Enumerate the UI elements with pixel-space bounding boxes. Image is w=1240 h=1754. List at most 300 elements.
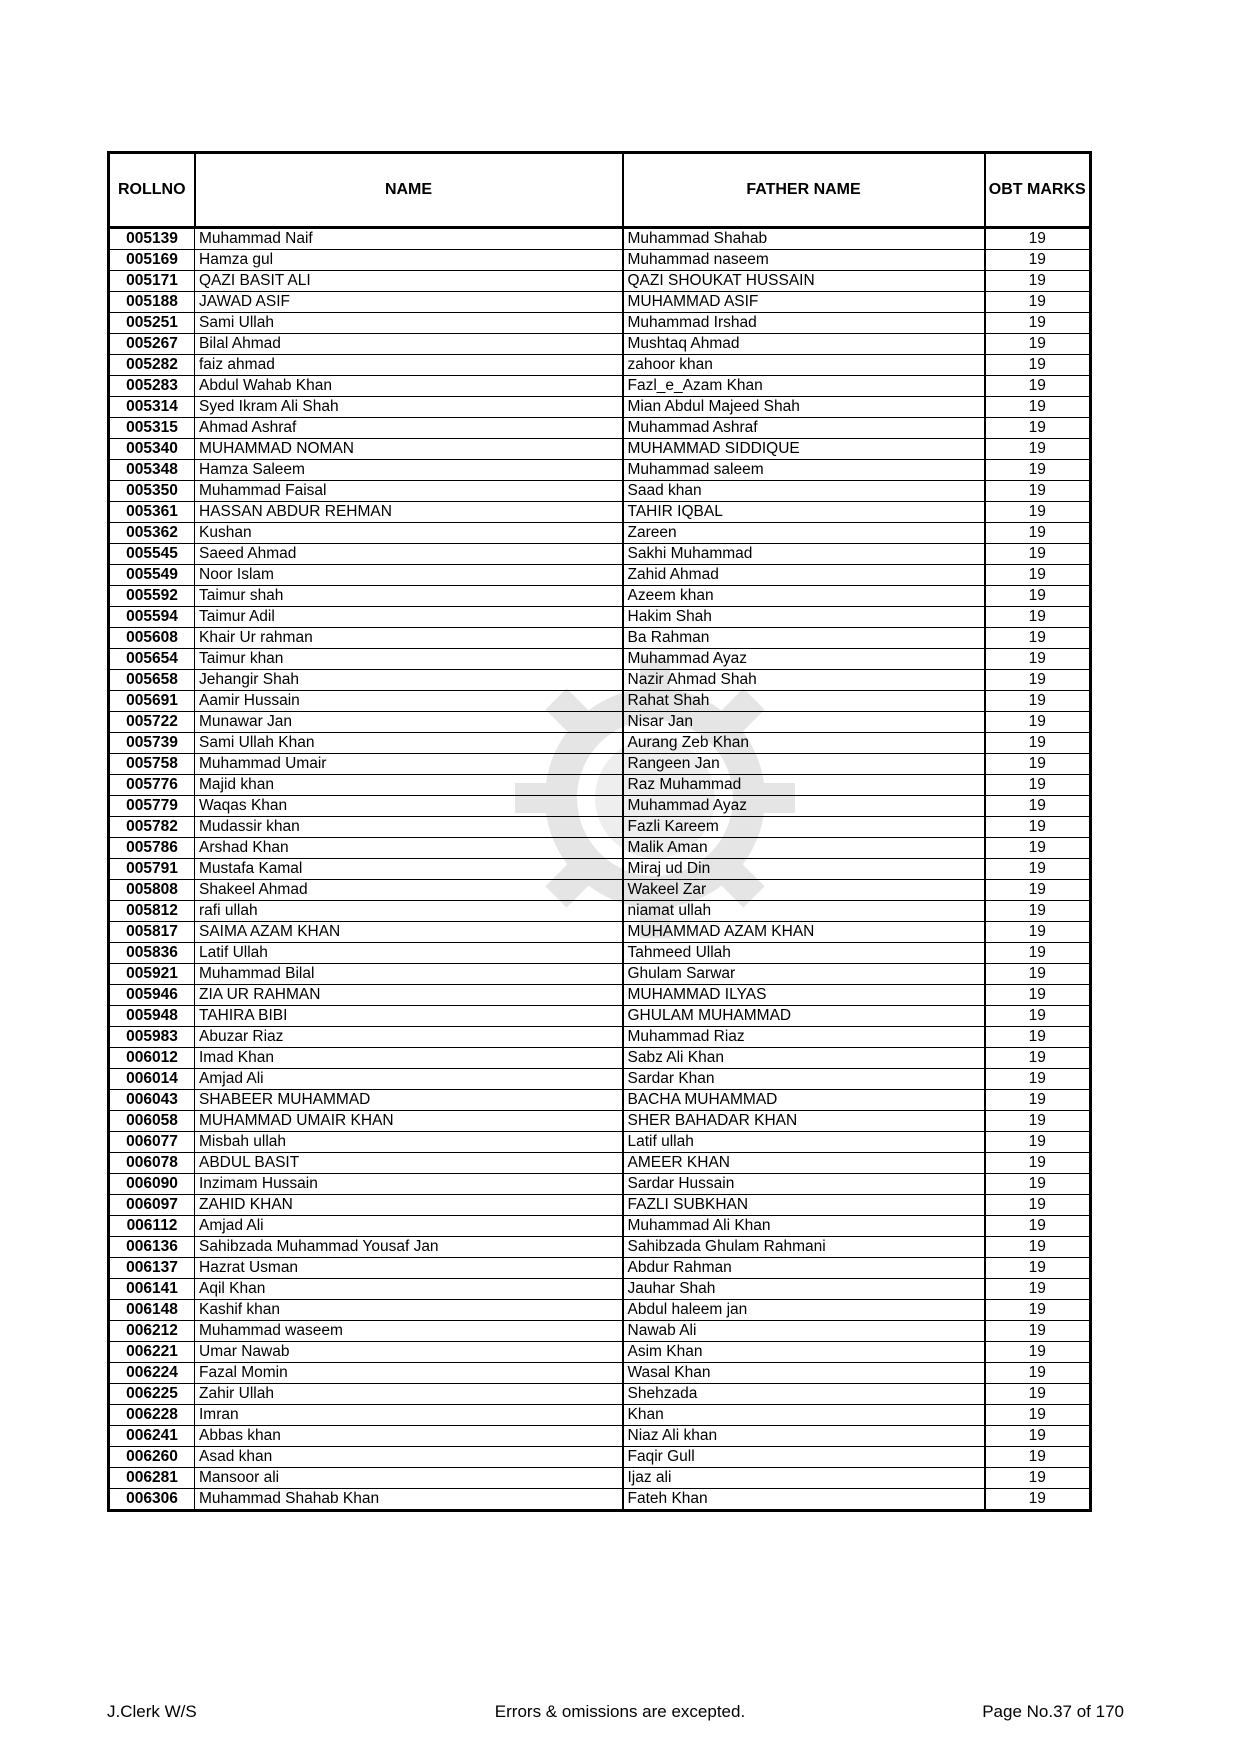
cell-obt-marks: 19 bbox=[985, 1258, 1091, 1279]
cell-name: Umar Nawab bbox=[195, 1342, 623, 1363]
cell-rollno: 005758 bbox=[109, 754, 195, 775]
cell-obt-marks: 19 bbox=[985, 271, 1091, 292]
cell-name: Taimur khan bbox=[195, 649, 623, 670]
cell-rollno: 005808 bbox=[109, 880, 195, 901]
cell-name: ABDUL BASIT bbox=[195, 1153, 623, 1174]
cell-rollno: 006137 bbox=[109, 1258, 195, 1279]
cell-name: Noor Islam bbox=[195, 565, 623, 586]
cell-obt-marks: 19 bbox=[985, 376, 1091, 397]
table-row bbox=[109, 1006, 1091, 1027]
cell-rollno: 005946 bbox=[109, 985, 195, 1006]
cell-obt-marks: 19 bbox=[985, 1300, 1091, 1321]
cell-father-name: Nazir Ahmad Shah bbox=[623, 670, 985, 691]
cell-father-name: Sakhi Muhammad bbox=[623, 544, 985, 565]
cell-name: MUHAMMAD NOMAN bbox=[195, 439, 623, 460]
cell-rollno: 005594 bbox=[109, 607, 195, 628]
cell-obt-marks: 19 bbox=[985, 670, 1091, 691]
cell-name: Ahmad Ashraf bbox=[195, 418, 623, 439]
table-row bbox=[109, 1321, 1091, 1342]
cell-rollno: 005314 bbox=[109, 397, 195, 418]
cell-obt-marks: 19 bbox=[985, 313, 1091, 334]
cell-name: Asad khan bbox=[195, 1447, 623, 1468]
cell-obt-marks: 19 bbox=[985, 712, 1091, 733]
cell-name: Muhammad Umair bbox=[195, 754, 623, 775]
cell-rollno: 005592 bbox=[109, 586, 195, 607]
cell-name: rafi ullah bbox=[195, 901, 623, 922]
cell-obt-marks: 19 bbox=[985, 859, 1091, 880]
cell-name: Shakeel Ahmad bbox=[195, 880, 623, 901]
cell-father-name: Muhammad Ashraf bbox=[623, 418, 985, 439]
cell-rollno: 005817 bbox=[109, 922, 195, 943]
table-row bbox=[109, 1363, 1091, 1384]
cell-name: JAWAD ASIF bbox=[195, 292, 623, 313]
table-row bbox=[109, 1090, 1091, 1111]
cell-rollno: 005171 bbox=[109, 271, 195, 292]
cell-rollno: 005691 bbox=[109, 691, 195, 712]
table-row bbox=[109, 1027, 1091, 1048]
cell-rollno: 006090 bbox=[109, 1174, 195, 1195]
cell-rollno: 006260 bbox=[109, 1447, 195, 1468]
cell-father-name: Rangeen Jan bbox=[623, 754, 985, 775]
table-row bbox=[109, 355, 1091, 376]
cell-father-name: TAHIR IQBAL bbox=[623, 502, 985, 523]
cell-rollno: 005948 bbox=[109, 1006, 195, 1027]
cell-obt-marks: 19 bbox=[985, 1027, 1091, 1048]
cell-rollno: 006212 bbox=[109, 1321, 195, 1342]
cell-name: Aamir Hussain bbox=[195, 691, 623, 712]
cell-name: Aqil Khan bbox=[195, 1279, 623, 1300]
cell-father-name: Zareen bbox=[623, 523, 985, 544]
cell-rollno: 005549 bbox=[109, 565, 195, 586]
cell-obt-marks: 19 bbox=[985, 1447, 1091, 1468]
cell-father-name: Sabz Ali Khan bbox=[623, 1048, 985, 1069]
table-row bbox=[109, 1384, 1091, 1405]
cell-obt-marks: 19 bbox=[985, 628, 1091, 649]
cell-father-name: Muhammad naseem bbox=[623, 250, 985, 271]
cell-obt-marks: 19 bbox=[985, 817, 1091, 838]
table-row bbox=[109, 670, 1091, 691]
table-row bbox=[109, 1258, 1091, 1279]
table-row bbox=[109, 901, 1091, 922]
cell-obt-marks: 19 bbox=[985, 733, 1091, 754]
cell-name: Amjad Ali bbox=[195, 1216, 623, 1237]
cell-obt-marks: 19 bbox=[985, 1195, 1091, 1216]
cell-name: HASSAN ABDUR REHMAN bbox=[195, 502, 623, 523]
table-row bbox=[109, 838, 1091, 859]
cell-name: Imran bbox=[195, 1405, 623, 1426]
cell-obt-marks: 19 bbox=[985, 1321, 1091, 1342]
cell-obt-marks: 19 bbox=[985, 1384, 1091, 1405]
cell-obt-marks: 19 bbox=[985, 607, 1091, 628]
cell-obt-marks: 19 bbox=[985, 649, 1091, 670]
cell-father-name: Asim Khan bbox=[623, 1342, 985, 1363]
cell-name: Kashif khan bbox=[195, 1300, 623, 1321]
cell-rollno: 005350 bbox=[109, 481, 195, 502]
cell-father-name: Ba Rahman bbox=[623, 628, 985, 649]
cell-rollno: 005779 bbox=[109, 796, 195, 817]
cell-rollno: 005340 bbox=[109, 439, 195, 460]
cell-name: QAZI BASIT ALI bbox=[195, 271, 623, 292]
table-row bbox=[109, 1468, 1091, 1489]
table-row bbox=[109, 313, 1091, 334]
cell-obt-marks: 19 bbox=[985, 228, 1091, 250]
cell-obt-marks: 19 bbox=[985, 754, 1091, 775]
cell-father-name: SHER BAHADAR KHAN bbox=[623, 1111, 985, 1132]
table-row bbox=[109, 607, 1091, 628]
cell-obt-marks: 19 bbox=[985, 544, 1091, 565]
cell-father-name: Ijaz ali bbox=[623, 1468, 985, 1489]
cell-obt-marks: 19 bbox=[985, 880, 1091, 901]
cell-name: Mansoor ali bbox=[195, 1468, 623, 1489]
cell-obt-marks: 19 bbox=[985, 292, 1091, 313]
cell-father-name: Zahid Ahmad bbox=[623, 565, 985, 586]
cell-father-name: Tahmeed Ullah bbox=[623, 943, 985, 964]
cell-obt-marks: 19 bbox=[985, 1174, 1091, 1195]
cell-rollno: 005786 bbox=[109, 838, 195, 859]
cell-obt-marks: 19 bbox=[985, 439, 1091, 460]
cell-name: Latif Ullah bbox=[195, 943, 623, 964]
cell-obt-marks: 19 bbox=[985, 250, 1091, 271]
table-row bbox=[109, 880, 1091, 901]
cell-name: Khair Ur rahman bbox=[195, 628, 623, 649]
cell-rollno: 006148 bbox=[109, 1300, 195, 1321]
cell-obt-marks: 19 bbox=[985, 838, 1091, 859]
cell-rollno: 006241 bbox=[109, 1426, 195, 1447]
table-row bbox=[109, 1342, 1091, 1363]
cell-rollno: 005315 bbox=[109, 418, 195, 439]
table-body bbox=[109, 228, 1091, 1511]
cell-father-name: Muhammad saleem bbox=[623, 460, 985, 481]
table-header-row bbox=[109, 153, 1091, 228]
cell-rollno: 006077 bbox=[109, 1132, 195, 1153]
cell-obt-marks: 19 bbox=[985, 1132, 1091, 1153]
table-row bbox=[109, 1237, 1091, 1258]
cell-father-name: Mian Abdul Majeed Shah bbox=[623, 397, 985, 418]
cell-father-name: Faqir Gull bbox=[623, 1447, 985, 1468]
cell-rollno: 005283 bbox=[109, 376, 195, 397]
cell-obt-marks: 19 bbox=[985, 460, 1091, 481]
cell-obt-marks: 19 bbox=[985, 1363, 1091, 1384]
table-row bbox=[109, 943, 1091, 964]
table-row bbox=[109, 775, 1091, 796]
cell-name: Kushan bbox=[195, 523, 623, 544]
cell-rollno: 006112 bbox=[109, 1216, 195, 1237]
table-row bbox=[109, 628, 1091, 649]
cell-father-name: Raz Muhammad bbox=[623, 775, 985, 796]
cell-rollno: 005739 bbox=[109, 733, 195, 754]
table-row bbox=[109, 523, 1091, 544]
cell-obt-marks: 19 bbox=[985, 943, 1091, 964]
cell-father-name: Mushtaq Ahmad bbox=[623, 334, 985, 355]
table-row bbox=[109, 1300, 1091, 1321]
cell-rollno: 006221 bbox=[109, 1342, 195, 1363]
cell-name: Bilal Ahmad bbox=[195, 334, 623, 355]
cell-obt-marks: 19 bbox=[985, 1426, 1091, 1447]
table-row bbox=[109, 544, 1091, 565]
cell-rollno: 006225 bbox=[109, 1384, 195, 1405]
cell-obt-marks: 19 bbox=[985, 775, 1091, 796]
table-row bbox=[109, 565, 1091, 586]
cell-father-name: Azeem khan bbox=[623, 586, 985, 607]
cell-father-name: GHULAM MUHAMMAD bbox=[623, 1006, 985, 1027]
cell-father-name: Abdul haleem jan bbox=[623, 1300, 985, 1321]
cell-father-name: Latif ullah bbox=[623, 1132, 985, 1153]
table-row bbox=[109, 1195, 1091, 1216]
cell-rollno: 005188 bbox=[109, 292, 195, 313]
cell-rollno: 006136 bbox=[109, 1237, 195, 1258]
cell-name: Syed Ikram Ali Shah bbox=[195, 397, 623, 418]
cell-name: MUHAMMAD UMAIR KHAN bbox=[195, 1111, 623, 1132]
table-row bbox=[109, 460, 1091, 481]
table-row bbox=[109, 1048, 1091, 1069]
cell-father-name: Sardar Hussain bbox=[623, 1174, 985, 1195]
cell-name: Saeed Ahmad bbox=[195, 544, 623, 565]
cell-father-name: Abdur Rahman bbox=[623, 1258, 985, 1279]
cell-obt-marks: 19 bbox=[985, 1237, 1091, 1258]
cell-father-name: MUHAMMAD ASIF bbox=[623, 292, 985, 313]
cell-father-name: Ghulam Sarwar bbox=[623, 964, 985, 985]
cell-obt-marks: 19 bbox=[985, 397, 1091, 418]
table-row bbox=[109, 481, 1091, 502]
cell-name: Sahibzada Muhammad Yousaf Jan bbox=[195, 1237, 623, 1258]
cell-father-name: Rahat Shah bbox=[623, 691, 985, 712]
cell-rollno: 006058 bbox=[109, 1111, 195, 1132]
table-row bbox=[109, 712, 1091, 733]
table-row bbox=[109, 796, 1091, 817]
table-row bbox=[109, 1489, 1091, 1511]
cell-rollno: 005776 bbox=[109, 775, 195, 796]
cell-name: Sami Ullah Khan bbox=[195, 733, 623, 754]
footer-clerk: J.Clerk W/S bbox=[107, 1702, 197, 1721]
cell-name: Misbah ullah bbox=[195, 1132, 623, 1153]
cell-obt-marks: 19 bbox=[985, 985, 1091, 1006]
cell-obt-marks: 19 bbox=[985, 1069, 1091, 1090]
table-row bbox=[109, 1132, 1091, 1153]
cell-name: ZIA UR RAHMAN bbox=[195, 985, 623, 1006]
cell-obt-marks: 19 bbox=[985, 922, 1091, 943]
cell-rollno: 006281 bbox=[109, 1468, 195, 1489]
cell-name: Hamza Saleem bbox=[195, 460, 623, 481]
table-row bbox=[109, 985, 1091, 1006]
cell-rollno: 005658 bbox=[109, 670, 195, 691]
cell-name: Abbas khan bbox=[195, 1426, 623, 1447]
cell-obt-marks: 19 bbox=[985, 502, 1091, 523]
table-row bbox=[109, 1174, 1091, 1195]
cell-name: Abdul Wahab Khan bbox=[195, 376, 623, 397]
cell-father-name: MUHAMMAD SIDDIQUE bbox=[623, 439, 985, 460]
table-row bbox=[109, 691, 1091, 712]
table-row bbox=[109, 586, 1091, 607]
cell-obt-marks: 19 bbox=[985, 1468, 1091, 1489]
cell-father-name: Aurang Zeb Khan bbox=[623, 733, 985, 754]
cell-name: Jehangir Shah bbox=[195, 670, 623, 691]
cell-obt-marks: 19 bbox=[985, 796, 1091, 817]
table-row bbox=[109, 439, 1091, 460]
cell-name: Abuzar Riaz bbox=[195, 1027, 623, 1048]
cell-father-name: Fazl_e_Azam Khan bbox=[623, 376, 985, 397]
cell-father-name: Muhammad Irshad bbox=[623, 313, 985, 334]
table-row bbox=[109, 1405, 1091, 1426]
cell-father-name: Nisar Jan bbox=[623, 712, 985, 733]
cell-name: Muhammad Naif bbox=[195, 228, 623, 250]
cell-obt-marks: 19 bbox=[985, 523, 1091, 544]
cell-obt-marks: 19 bbox=[985, 1153, 1091, 1174]
cell-obt-marks: 19 bbox=[985, 334, 1091, 355]
cell-rollno: 005791 bbox=[109, 859, 195, 880]
cell-father-name: FAZLI SUBKHAN bbox=[623, 1195, 985, 1216]
cell-obt-marks: 19 bbox=[985, 964, 1091, 985]
cell-obt-marks: 19 bbox=[985, 418, 1091, 439]
table-row bbox=[109, 376, 1091, 397]
cell-obt-marks: 19 bbox=[985, 355, 1091, 376]
cell-obt-marks: 19 bbox=[985, 1006, 1091, 1027]
cell-obt-marks: 19 bbox=[985, 1489, 1091, 1511]
table-row bbox=[109, 292, 1091, 313]
header-obt-marks: OBT MARKS bbox=[985, 153, 1091, 228]
cell-rollno: 006306 bbox=[109, 1489, 195, 1511]
cell-obt-marks: 19 bbox=[985, 1111, 1091, 1132]
cell-father-name: Khan bbox=[623, 1405, 985, 1426]
cell-father-name: AMEER KHAN bbox=[623, 1153, 985, 1174]
cell-obt-marks: 19 bbox=[985, 1090, 1091, 1111]
table-row bbox=[109, 418, 1091, 439]
cell-rollno: 005361 bbox=[109, 502, 195, 523]
table-row bbox=[109, 502, 1091, 523]
cell-name: Hazrat Usman bbox=[195, 1258, 623, 1279]
cell-obt-marks: 19 bbox=[985, 1342, 1091, 1363]
cell-name: Zahir Ullah bbox=[195, 1384, 623, 1405]
table-row bbox=[109, 250, 1091, 271]
cell-name: Mudassir khan bbox=[195, 817, 623, 838]
cell-rollno: 005722 bbox=[109, 712, 195, 733]
cell-name: Waqas Khan bbox=[195, 796, 623, 817]
cell-rollno: 005362 bbox=[109, 523, 195, 544]
cell-father-name: Sardar Khan bbox=[623, 1069, 985, 1090]
table-row bbox=[109, 922, 1091, 943]
cell-rollno: 006012 bbox=[109, 1048, 195, 1069]
cell-obt-marks: 19 bbox=[985, 901, 1091, 922]
cell-obt-marks: 19 bbox=[985, 481, 1091, 502]
cell-father-name: Fazli Kareem bbox=[623, 817, 985, 838]
cell-name: SHABEER MUHAMMAD bbox=[195, 1090, 623, 1111]
cell-father-name: Miraj ud Din bbox=[623, 859, 985, 880]
cell-father-name: MUHAMMAD ILYAS bbox=[623, 985, 985, 1006]
cell-name: Arshad Khan bbox=[195, 838, 623, 859]
cell-name: Taimur shah bbox=[195, 586, 623, 607]
cell-name: Mustafa Kamal bbox=[195, 859, 623, 880]
cell-name: faiz ahmad bbox=[195, 355, 623, 376]
cell-name: Muhammad waseem bbox=[195, 1321, 623, 1342]
table-row bbox=[109, 859, 1091, 880]
cell-rollno: 005836 bbox=[109, 943, 195, 964]
cell-father-name: QAZI SHOUKAT HUSSAIN bbox=[623, 271, 985, 292]
cell-obt-marks: 19 bbox=[985, 1216, 1091, 1237]
cell-father-name: Sahibzada Ghulam Rahmani bbox=[623, 1237, 985, 1258]
cell-obt-marks: 19 bbox=[985, 565, 1091, 586]
cell-name: Inzimam Hussain bbox=[195, 1174, 623, 1195]
cell-rollno: 005921 bbox=[109, 964, 195, 985]
cell-name: Muhammad Bilal bbox=[195, 964, 623, 985]
cell-father-name: Muhammad Ayaz bbox=[623, 796, 985, 817]
cell-name: Muhammad Shahab Khan bbox=[195, 1489, 623, 1511]
cell-name: ZAHID KHAN bbox=[195, 1195, 623, 1216]
table-row bbox=[109, 754, 1091, 775]
cell-rollno: 006078 bbox=[109, 1153, 195, 1174]
cell-rollno: 005545 bbox=[109, 544, 195, 565]
table-row bbox=[109, 1426, 1091, 1447]
cell-father-name: Wakeel Zar bbox=[623, 880, 985, 901]
cell-name: Hamza gul bbox=[195, 250, 623, 271]
cell-rollno: 006014 bbox=[109, 1069, 195, 1090]
cell-rollno: 006228 bbox=[109, 1405, 195, 1426]
cell-obt-marks: 19 bbox=[985, 1048, 1091, 1069]
cell-father-name: Muhammad Riaz bbox=[623, 1027, 985, 1048]
cell-name: SAIMA AZAM KHAN bbox=[195, 922, 623, 943]
cell-rollno: 006097 bbox=[109, 1195, 195, 1216]
table-row bbox=[109, 334, 1091, 355]
cell-father-name: Niaz Ali khan bbox=[623, 1426, 985, 1447]
cell-father-name: Saad khan bbox=[623, 481, 985, 502]
cell-father-name: Muhammad Shahab bbox=[623, 228, 985, 250]
cell-father-name: zahoor khan bbox=[623, 355, 985, 376]
cell-obt-marks: 19 bbox=[985, 1279, 1091, 1300]
cell-father-name: Fateh Khan bbox=[623, 1489, 985, 1511]
table-row bbox=[109, 1111, 1091, 1132]
cell-rollno: 006043 bbox=[109, 1090, 195, 1111]
cell-father-name: Nawab Ali bbox=[623, 1321, 985, 1342]
table-row bbox=[109, 1153, 1091, 1174]
cell-rollno: 006141 bbox=[109, 1279, 195, 1300]
results-table bbox=[107, 151, 1092, 1512]
cell-father-name: Shehzada bbox=[623, 1384, 985, 1405]
cell-rollno: 005139 bbox=[109, 228, 195, 250]
cell-father-name: Muhammad Ali Khan bbox=[623, 1216, 985, 1237]
cell-rollno: 005169 bbox=[109, 250, 195, 271]
header-rollno: ROLLNO bbox=[109, 153, 195, 228]
cell-name: Muhammad Faisal bbox=[195, 481, 623, 502]
table-row bbox=[109, 649, 1091, 670]
cell-father-name: Hakim Shah bbox=[623, 607, 985, 628]
cell-rollno: 006224 bbox=[109, 1363, 195, 1384]
cell-rollno: 005812 bbox=[109, 901, 195, 922]
cell-father-name: MUHAMMAD AZAM KHAN bbox=[623, 922, 985, 943]
footer-disclaimer: Errors & omissions are excepted. bbox=[494, 1702, 746, 1721]
cell-father-name: niamat ullah bbox=[623, 901, 985, 922]
cell-obt-marks: 19 bbox=[985, 586, 1091, 607]
cell-father-name: Malik Aman bbox=[623, 838, 985, 859]
cell-name: Taimur Adil bbox=[195, 607, 623, 628]
table-row bbox=[109, 397, 1091, 418]
cell-name: TAHIRA BIBI bbox=[195, 1006, 623, 1027]
cell-rollno: 005251 bbox=[109, 313, 195, 334]
cell-father-name: BACHA MUHAMMAD bbox=[623, 1090, 985, 1111]
cell-name: Sami Ullah bbox=[195, 313, 623, 334]
cell-name: Majid khan bbox=[195, 775, 623, 796]
cell-rollno: 005608 bbox=[109, 628, 195, 649]
table-row bbox=[109, 817, 1091, 838]
header-name: NAME bbox=[195, 153, 623, 228]
cell-name: Fazal Momin bbox=[195, 1363, 623, 1384]
cell-rollno: 005267 bbox=[109, 334, 195, 355]
cell-rollno: 005348 bbox=[109, 460, 195, 481]
table-row bbox=[109, 1069, 1091, 1090]
cell-name: Imad Khan bbox=[195, 1048, 623, 1069]
table-row bbox=[109, 228, 1091, 250]
cell-rollno: 005654 bbox=[109, 649, 195, 670]
table-row bbox=[109, 271, 1091, 292]
cell-obt-marks: 19 bbox=[985, 1405, 1091, 1426]
cell-father-name: Muhammad Ayaz bbox=[623, 649, 985, 670]
